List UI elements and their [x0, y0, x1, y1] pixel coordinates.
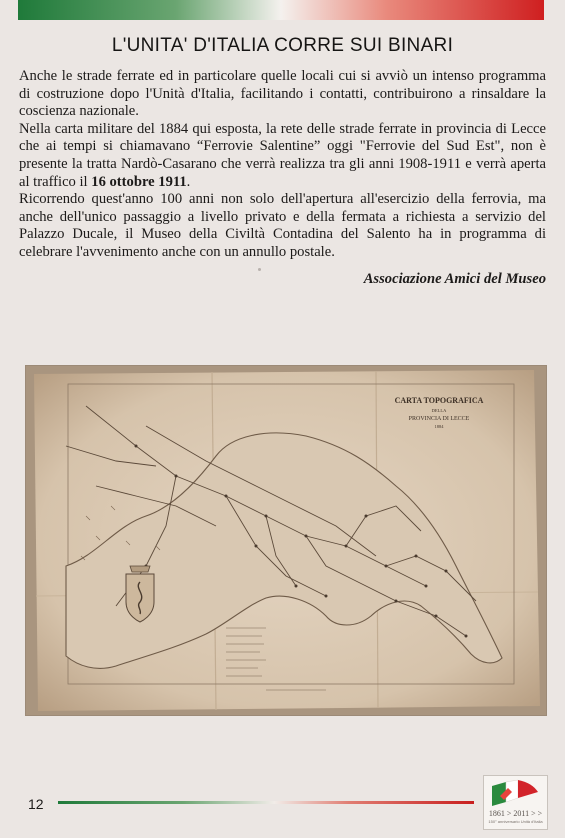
- page-number: 12: [28, 796, 44, 812]
- paragraph-2: [19, 121, 546, 191]
- map-title-line-4: 1884: [434, 424, 444, 429]
- decorative-dot: [258, 268, 261, 271]
- logo-caption: 150° anniversario Unità d'Italia: [488, 819, 543, 824]
- paragraph-2-text: Nella carta militare del 1884 qui esposta, la rete delle strade ferrate in provincia di Lecce che ai tempi si chiamavano “Ferrovie Salentine” oggi "Ferrovie del Sud Est", non è presente la tratta Nardò-Casarano che verrà realizza tra gli anni 1908-1911 e verrà aperta al traffico il: [19, 120, 546, 190]
- map-illustration: [26, 366, 546, 715]
- logo-years: 1861 > 2011 > >: [488, 809, 543, 818]
- signature: Associazione Amici del Museo: [363, 271, 546, 287]
- article-body: [19, 68, 546, 262]
- opening-date: 16 ottobre 1911: [91, 173, 187, 190]
- paragraph-1: Anche le strade ferrate ed in particolare quelle locali cui si avviò un intenso programma di costruzione dopo l'Unità d'Italia, facilitando i contatti, contribuirono a rinsaldare la coscienza nazionale.: [19, 68, 546, 120]
- tricolor-top-band: [18, 0, 544, 20]
- map-title-line-3: PROVINCIA DI LECCE: [408, 416, 470, 422]
- paragraph-2-end: .: [186, 173, 191, 190]
- map-title: CARTA TOPOGRAFICA: [394, 396, 484, 405]
- flag-logo-icon: [484, 776, 547, 810]
- page-title: L'UNITA' D'ITALIA CORRE SUI BINARI: [111, 35, 454, 56]
- anniversary-logo: [483, 775, 548, 830]
- paragraph-3: Ricorrendo quest'anno 100 anni non solo dell'apertura all'esercizio della ferrovia, ma anche dell'unico passaggio a livello privato e della fermata a richiesta a servizio del Palazzo Ducale, il Museo della Civiltà Contadina del Salento ha in programma di celebrare l'avvenimento anche con un annullo postale.: [19, 191, 546, 260]
- map-title-line-2: DELLA: [431, 408, 447, 413]
- tricolor-footer-line: [58, 801, 474, 804]
- map-photograph: [26, 366, 546, 715]
- coat-of-arms: [126, 566, 154, 622]
